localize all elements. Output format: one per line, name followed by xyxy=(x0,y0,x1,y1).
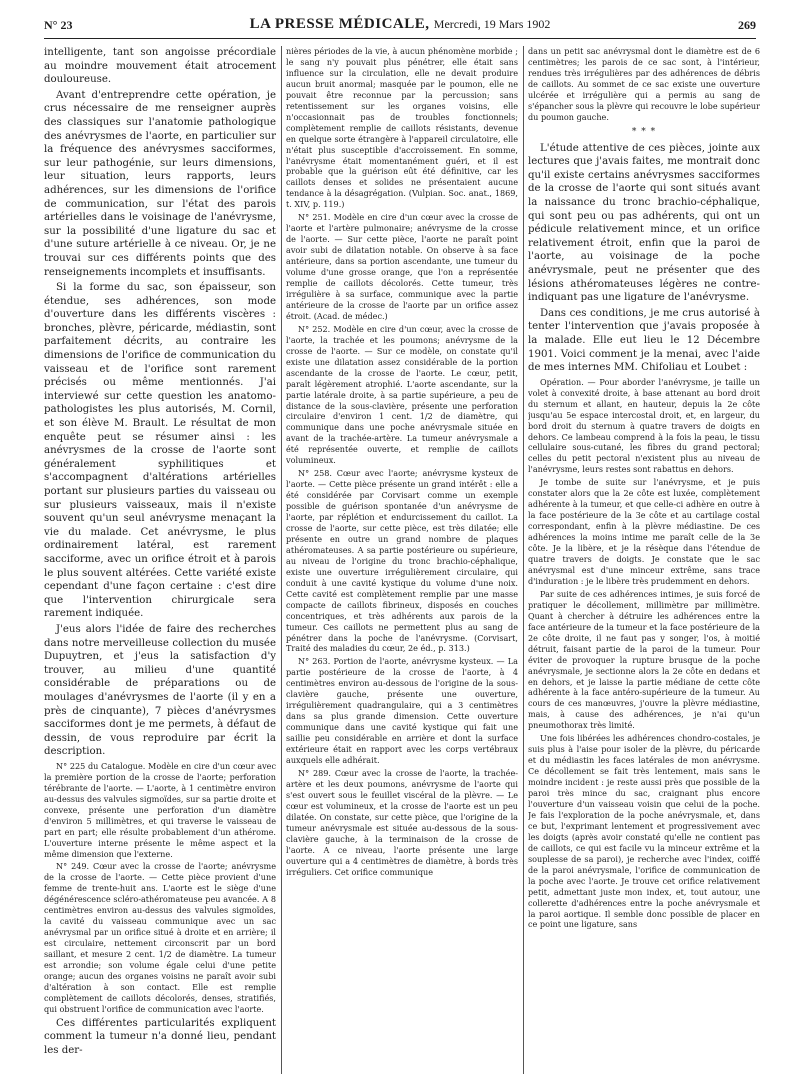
specimen-description: N° 252. Modèle en cire d'un cœur, avec la crosse de l'aorte, la trachée et les poumons; anévrysme de la crosse de l'aorte. — Sur ce modèle, on constate qu'il existe une dilatation assez considérable de la portion ascendante de la crosse de l'aorte. Le cœur, petit, paraît légèrement atrophié. L'aorte ascendante, sur la partie latérale droite, à sa partie supérieure, a peu de distance de la sous-clavière, présente une perforation circulaire d'environ 1 cent. 1/2 de diamètre, qui communique dans une poche anévrysmale située en avant de la trachée-artère. La tumeur anévrysmale a été représentée ouverte, et remplie de caillots volumineux. xyxy=(286,323,518,466)
specimen-description: N° 251. Modèle en cire d'un cœur avec la crosse de l'aorte et l'artère pulmonaire; anévrysme de la crosse de l'aorte. — Sur cette pièce, l'aorte ne paraît point avoir subi de dilatation notable. On observe à sa face antérieure, dans sa portion ascendante, une tumeur du volume d'une grosse orange, que l'on a représentée remplie de caillots décolorés. Cette tumeur, très irrégulière à sa surface, communique avec la partie antérieure de la crosse de l'aorte par un orifice assez étroit. (Acad. de médec.) xyxy=(286,212,518,321)
operation-paragraph: Je tombe de suite sur l'anévrysme, et je puis constater alors que la 2e côte est luxée, complètement adhérente à la tumeur, et que celle-ci adhère en outre à la face postérieure de la 3e côte et au cartilage costal correspondant, enfin à la plèvre médiastine. De ces adhérences la moins intime me paraît celle de la 3e côte. Je la libère, et je la résèque dans l'étendue de quatre travers de doigts. Je constate que le sac anévrysmal est d'une minceur extrême, sans trace d'induration : je le libère très prudemment en dehors. xyxy=(528,477,760,586)
specimen-description: nières périodes de la vie, à aucun phénomène morbide ; le sang n'y pouvait plus pénétrer, elle était sans influence sur la circulation, elle ne devait produire aucun bruit anormal; masquée par le poumon, elle ne pouvait être reconnue par la percussion; sans retentissement sur les organes voisins, elle n'occasionnait pas de troubles fonctionnels; complètement remplie de caillots résistants, devenue en quelque sorte étrangère à l'appareil circulatoire, elle n'était plus susceptible d'accroissement. En somme, l'anévrysme était momentanément guéri, et il est probable que la guérison eût été définitive, car les caillots denses et solides ne présentaient aucune tendance à la désagrégation. (Vulpian. Soc. anat., 1869, t. XIV, p. 119.) xyxy=(286,46,518,210)
journal-title: LA PRESSE MÉDICALE, xyxy=(249,16,430,32)
operation-paragraph: Opération. — Pour aborder l'anévrysme, je taille un volet à convexité droite, à base attenant au bord droit du sternum et allant, en hauteur, depuis la 2e côte jusqu'au 5e espace intercostal droit, et, en largeur, du bord droit du sternum à quatre travers de doigts en dehors. Ce lambeau comprend à la fois la peau, le tissu cellulaire sous-cutané, les fibres du grand pectoral; celles du petit pectoral n'existent plus au niveau de l'anévrysme, leurs restes sont rabattus en dehors. xyxy=(528,376,760,475)
issue-number: N° 23 xyxy=(44,18,73,32)
column-right xyxy=(528,46,760,1076)
column-middle xyxy=(286,46,518,1076)
page-number: 269 xyxy=(738,18,756,32)
column-rule-2 xyxy=(523,46,524,1074)
column-rule-1 xyxy=(281,46,282,1074)
specimen-description: dans un petit sac anévrysmal dont le diamètre est de 6 centimètres; les parois de ce sac sont, à l'intérieur, rendues très irrégulières par des adhérences de débris de caillots. Au sommet de ce sac existe une ouverture ulcérée et irrégulière qui a permis au sang de s'épancher sous la plèvre qui recouvre le lobe supérieur du poumon gauche. xyxy=(528,46,760,122)
paragraph: Si la forme du sac, son épaisseur, son étendue, ses adhérences, son mode d'ouverture dans les différents viscères : bronches, plèvre, péricarde, médiastin, sont parfaitement décrits, au contraire les dimensions de l'orifice de communication du vaisseau et de l'orifice sont rarement précisés ou même mentionnés. J'ai interviewé sur cette question les anatomo-pathologistes les plus autorisés, M. Cornil, et son élève M. Brault. Le résultat de mon enquête peut se résumer ainsi : les anévrysmes de la crosse de l'aorte sont généralement syphilitiques et s'accompagnent d'altérations artérielles portant sur plusieurs parties du vaisseau ou sur plusieurs vaisseaux, mais il n'existe souvent qu'un seul anévrysme menaçant la vie du malade. Cet anévrysme, le plus ordinairement latéral, est rarement sacciforme, avec un orifice étroit et à parois le plus souvent altérées. Cette variété existe cependant d'une façon certaine : c'est dire que l'intervention chirurgicale sera rarement indiquée. xyxy=(44,282,276,620)
paragraph: Avant d'entreprendre cette opération, je crus nécessaire de me renseigner auprès des classiques sur l'anatomie pathologique des anévrysmes de l'aorte, en particulier sur la fréquence des anévrysmes sacciformes, sur leur pathogénie, sur leurs dimensions, leur situation, leurs rapports, leurs adhérences, sur les dimensions de l'orifice de communication, sur l'état des parois artérielles dans le voisinage de l'anévrysme, sur la possibilité d'une ligature du sac et d'une suture artérielle à ce niveau. Or, je ne trouvai sur ces différents points que des renseignements incomplets et insuffisants. xyxy=(44,89,276,278)
paragraph: Dans ces conditions, je me crus autorisé à tenter l'intervention que j'avais proposée à la malade. Elle eut lieu le 12 Décembre 1901. Voici comment je la menai, avec l'aide de mes internes MM. Chifoliau et Loubet : xyxy=(528,307,760,374)
operation-paragraph: Par suite de ces adhérences intimes, je suis forcé de pratiquer le décollement, millimètre par millimètre. Quant à chercher à détruire les adhérences entre la face antérieure de la tumeur et la face postérieure de la 2e côte droite, il ne faut pas y songer, l'os, à moitié détruit, faisant partie de la paroi de la tumeur. Pour éviter de provoquer la rupture brusque de la poche anévrysmale, je sectionne alors la 2e côte en dedans et en dehors, et je laisse la partie médiane de cette côte adhérente à la face antéro-supérieure de la tumeur. Au cours de ces manœuvres, j'ouvre la plèvre médiastine, mais, à cause des adhérences, je n'ai qu'un pneumothorax très limité. xyxy=(528,588,760,731)
section-separator: * * * xyxy=(631,126,657,137)
paragraph: intelligente, tant son angoisse précordiale au moindre mouvement était atrocement douloureuse. xyxy=(44,47,276,86)
column-left xyxy=(44,46,276,1076)
masthead-line xyxy=(44,16,756,33)
specimen-description: N° 289. Cœur avec la crosse de l'aorte, la trachée-artère et les deux poumons, anévrysme de l'aorte qui s'est ouvert sous le feuillet viscéral de la plèvre. — Le cœur est volumineux, et la crosse de l'aorte est un peu dilatée. On constate, sur cette pièce, que l'origine de la tumeur anévrysmale est située au-dessous de la sous-clavière gauche, à la terminaison de la crosse de l'aorte. A ce niveau, l'aorte présente une large ouverture qui a 4 centimètres de diamètre, à bords très irréguliers. Cet orifice communique xyxy=(286,767,518,877)
specimen-description: N° 258. Cœur avec l'aorte; anévrysme kysteux de l'aorte. — Cette pièce présente un grand intérêt : elle a été considérée par Corvisart comme un exemple possible de guérison spontanée d'un anévrysme de l'aorte, par réplétion et endurcissement du caillot. La crosse de l'aorte, sur cette pièce, est très dilatée; elle présente en outre un grand nombre de plaques athéromateuses. A sa partie postérieure ou supérieure, au niveau de l'origine du tronc brachio-céphalique, existe une ouverture irrégulièrement circulaire, qui conduit à une cavité kystique du volume d'une noix. Cette cavité est complètement remplie par une masse compacte de caillots fibrineux, disposés en couches concentriques, et très adhérents aux parois de la tumeur. Ces caillots ne permettent plus au sang de pénétrer dans la poche de l'anévrysme. (Corvisart, Traité des maladies du cœur, 2e éd., p. 313.) xyxy=(286,468,518,654)
paragraph: J'eus alors l'idée de faire des recherches dans notre merveilleuse collection du musée Dupuytren, et j'eus la satisfaction d'y trouver, au milieu d'une quantité considérable de préparations ou de moulages d'anévrysmes de l'aorte (il y en a près de cinquante), 7 pièces d'anévrysmes sacciformes dont je me permets, à défaut de dessin, de vous reproduire par écrit la description. xyxy=(44,623,276,758)
paragraph: Ces différentes particularités expliquent comment la tumeur n'a donné lieu, pendant les der- xyxy=(44,1017,276,1056)
paragraph: L'étude attentive de ces pièces, jointe aux lectures que j'avais faites, me montrait donc qu'il existe certains anévrysmes sacciformes de la crosse de l'aorte qui sont situés avant la naissance du tronc brachio-céphalique, qui sont peu ou pas adhérents, qui ont un pédicule relativement mince, et un orifice relativement étroit, enfin que la paroi de l'aorte, au voisinage de la poche anévrysmale, peut ne présenter que des lésions athéromateuses légères ne contre-indiquant pas une ligature de l'anévrysme. xyxy=(528,142,760,304)
specimen-description: N° 263. Portion de l'aorte, anévrysme kysteux. — La partie postérieure de la crosse de l'aorte, à 4 centimètres environ au-dessous de l'origine de la sous-clavière gauche, présente une ouverture, irrégulièrement quadrangulaire, qui a 3 centimètres dans sa plus grande dimension. Cette ouverture communique dans une cavité kystique qui fait une saillie peu considérable en arrière et dont la surface extérieure était en rapport avec les corps vertébraux auxquels elle adhérait. xyxy=(286,656,518,765)
specimen-description: N° 249. Cœur avec la crosse de l'aorte; anévrysme de la crosse de l'aorte. — Cette pièce provient d'une femme de trente-huit ans. L'aorte est le siège d'une dégénérescence scléro-athéromateuse peu avancée. A 8 centimètres environ au-dessus des valvules sigmoïdes, la cavité du vaisseau communique avec un sac anévrysmal par un orifice situé à droite et en arrière; il est circulaire, nettement circonscrit par un bord saillant, et mesure 2 cent. 1/2 de diamètre. La tumeur est arrondie; son volume égale celui d'une petite orange; aucun des organes voisins ne paraît avoir subi d'altération à son contact. Elle est remplie complètement de caillots décolorés, denses, stratifiés, qui obstruent l'orifice de communication avec l'aorte. xyxy=(44,861,276,1014)
specimen-description: N° 225 du Catalogue. Modèle en cire d'un cœur avec la première portion de la crosse de l'aorte; perforation térébrante de l'aorte. — L'aorte, à 1 centimètre environ au-dessus des valvules sigmoïdes, sur sa partie droite et convexe, présente une perforation d'un diamètre d'environ 5 millimètres, et qui traverse le vaisseau de part en part; elle résulte probablement d'un athérome. L'ouverture interne présente le même aspect et la même dimension que l'externe. xyxy=(44,760,276,859)
running-header xyxy=(44,16,756,39)
issue-date: Mercredi, 19 Mars 1902 xyxy=(433,17,551,31)
operation-paragraph: Une fois libérées les adhérences chondro-costales, je suis plus à l'aise pour isoler de la plèvre, du péricarde et du médiastin les faces latérales de mon anévrysme. Ce décollement se fait très lentement, mais sans le moindre incident : je reste aussi près que possible de la paroi très mince du sac, craignant plus encore l'ouverture d'un vaisseau voisin que celui de la poche. Je fais l'exploration de la poche anévrysmale, et, dans ce but, l'exprimant lentement et progressivement avec les doigts (après avoir constaté qu'elle ne contient pas de caillots, ce qui est facile vu la minceur extrême et la souplesse de sa paroi), je recherche avec l'index, coiffé de la paroi anévrysmale, l'orifice de communication de la poche avec l'aorte. Je trouve cet orifice relativement petit, admettant juste mon index, et, tout autour, une collerette d'adhérences entre la poche anévrysmale et la paroi aortique. Il semble donc possible de placer en ce point une ligature, sans xyxy=(528,733,760,930)
